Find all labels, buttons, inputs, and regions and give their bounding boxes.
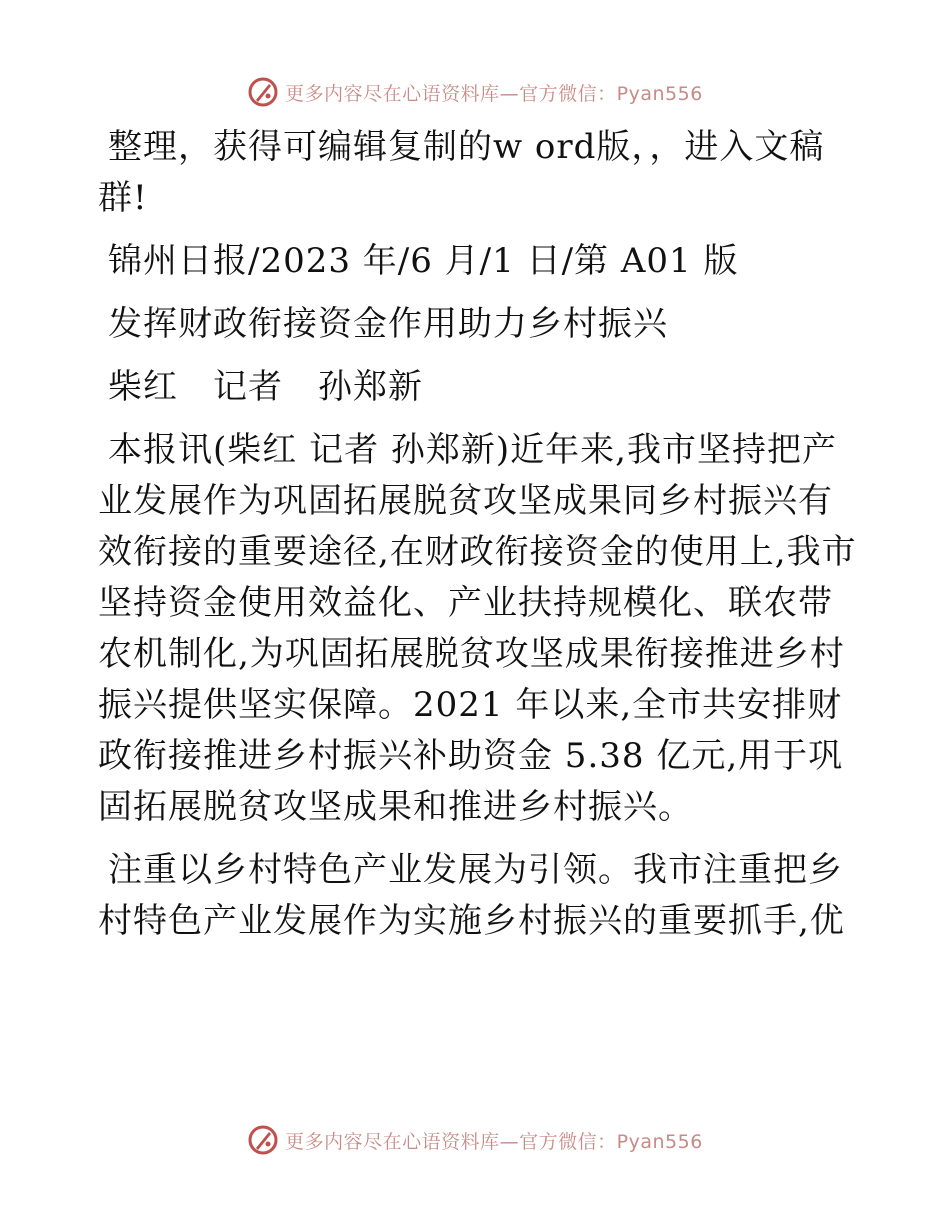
watermark-text: 更多内容尽在心语资料库—官方微信：Pyan556 [285, 82, 703, 105]
footer-watermark [0, 1120, 950, 1160]
intro-note: 整理，获得可编辑复制的w ord版，，进入文稿群! [98, 127, 825, 218]
header-watermark [0, 72, 950, 112]
body-paragraph: 注重以乡村特色产业发展为引领。我市注重把乡村特色产业发展作为实施乡村振兴的重要抓手,优 [98, 850, 845, 941]
source-line: 锦州日报/2023 年/6 月/1 日/第 A01 版 [108, 241, 739, 281]
watermark-text: 更多内容尽在心语资料库—官方微信：Pyan556 [285, 1130, 703, 1153]
document-body [98, 122, 858, 959]
article-title: 发挥财政衔接资金作用助力乡村振兴 [108, 304, 668, 344]
quill-circle-icon [247, 1124, 279, 1156]
byline: 柴红 记者 孙郑新 [108, 367, 423, 407]
quill-circle-icon [247, 76, 279, 108]
body-paragraph: 本报讯(柴红 记者 孙郑新)近年来,我市坚持把产业发展作为巩固拓展脱贫攻坚成果同乡村振兴有效衔接的重要途径,在财政衔接资金的使用上,我市坚持资金使用效益化、产业扶持规模化、联农带农机制化,为巩固拓展脱贫攻坚成果衔接推进乡村振兴提供坚实保障。2021 年以来,全市共安排财政衔接推进乡村振兴补助资金 5.38 亿元,用于巩固拓展脱贫攻坚成果和推进乡村振兴。 [98, 430, 857, 827]
